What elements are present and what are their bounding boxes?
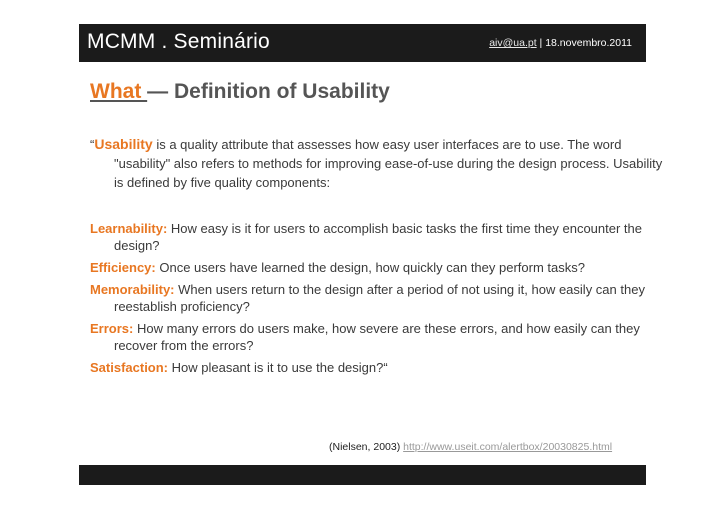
component-learnability xyxy=(90,220,650,254)
component-text: How easy is it for users to accomplish basic tasks the first time they encounter the design? xyxy=(114,221,642,253)
component-term: Errors: xyxy=(90,321,134,336)
email-link[interactable]: aiv@ua.pt xyxy=(489,37,537,49)
usability-definition xyxy=(90,135,674,192)
component-term: Efficiency: xyxy=(90,260,156,275)
component-satisfaction xyxy=(90,359,650,376)
component-term: Learnability: xyxy=(90,221,168,236)
usability-term: Usability xyxy=(94,136,153,152)
component-memorability xyxy=(90,281,650,315)
component-efficiency xyxy=(90,259,650,276)
component-term: Satisfaction: xyxy=(90,360,169,375)
open-quote: “ xyxy=(90,137,95,152)
title-rest: — Definition of Usability xyxy=(147,80,390,103)
citation xyxy=(329,441,612,453)
slide-title xyxy=(90,80,390,104)
separator: | xyxy=(539,37,543,49)
component-term: Memorability: xyxy=(90,282,175,297)
header-bar xyxy=(79,24,646,62)
intro-text: is a quality attribute that assesses how easy user interfaces are to use. The word "usability" also refers to methods for improving ease-of-use during the design process. Usability is defined by five quality components: xyxy=(114,137,663,190)
citation-source: (Nielsen, 2003) xyxy=(329,441,404,453)
quality-components-list xyxy=(90,220,650,381)
title-what: What xyxy=(90,80,148,103)
component-text: Once users have learned the design, how quickly can they perform tasks? xyxy=(155,260,585,275)
component-errors xyxy=(90,320,650,354)
footer-bar xyxy=(79,465,646,485)
component-text: When users return to the design after a period of not using it, how easily can they reestablish proficiency? xyxy=(114,282,645,314)
course-title: MCMM . Seminário xyxy=(87,30,270,53)
header-meta xyxy=(489,37,632,49)
citation-link[interactable]: http://www.useit.com/alertbox/20030825.html xyxy=(403,441,613,453)
date-label: 18.novembro.2011 xyxy=(545,37,632,49)
component-text: How many errors do users make, how severe are these errors, and how easily can they recover from the errors? xyxy=(114,321,640,353)
component-text: How pleasant is it to use the design?“ xyxy=(168,360,388,375)
